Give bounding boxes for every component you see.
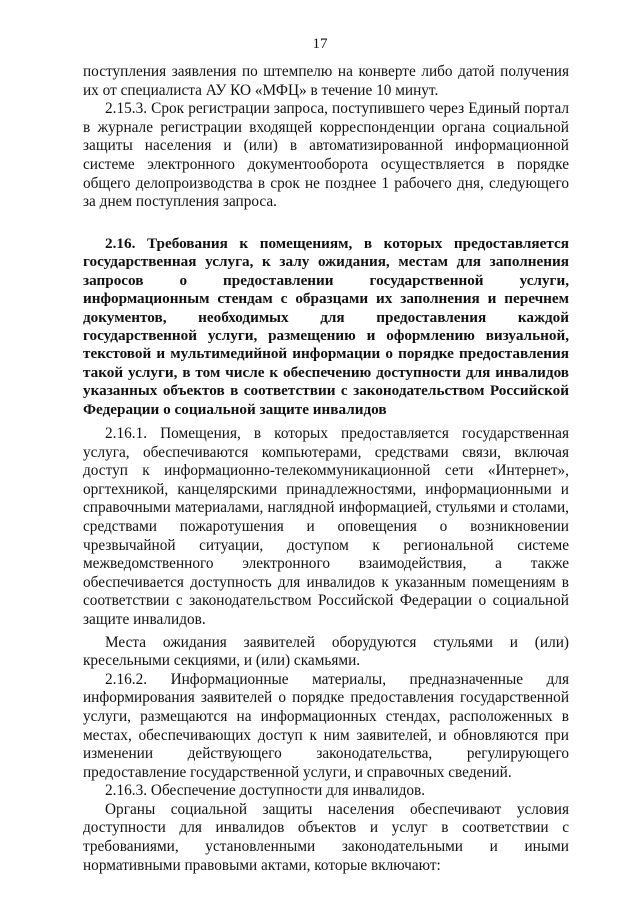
page-number: 17	[312, 36, 328, 52]
paragraph-2-16-1: 2.16.1. Помещения, в которых предоставляется государственная услуга, обеспечиваются компьютерами, средствами связи, включая доступ к информационно-телекоммуникационной сети «Интернет», оргтехникой, канцелярскими принадлежностями, информационными и справочными материалами, наглядной информацией, стульями и столами, средствами пожаротушения и оповещения о возникновении чрезвычайной ситуации, доступом к региональной системе межведомственного электронного взаимодействия, а также обеспечивается доступность для инвалидов к указанным помещениям в соответствии с законодательством Российской Федерации о социальной защите инвалидов.	[83, 425, 569, 628]
section-heading-block	[83, 235, 569, 419]
text-block-top	[83, 63, 569, 212]
paragraph-2-16-2: 2.16.2. Информационные материалы, предназначенные для информирования заявителей о порядке предоставления государственной услуги, размещаются на информационных стендах, расположенных в местах, обеспечивающих доступ к ним заявителей, и обновляются при изменении действующего законодательства, регулирующего предоставление государственной услуги, и справочных сведений.	[83, 670, 569, 781]
paragraph-2-16-3: 2.16.3. Обеспечение доступности для инвалидов.	[105, 782, 426, 800]
paragraph-2-15-3: 2.15.3. Срок регистрации запроса, поступившего через Единый портал в журнале регистрации входящей корреспонденции органа социальной защиты населения и (или) в автоматизированной информационной системе электронного документооборота осуществляется в порядке общего делопроизводства в срок не позднее 1 рабочего дня, следующего за днем поступления запроса.	[83, 100, 569, 211]
section-heading-2-16: 2.16. Требования к помещениям, в которых предоставляется государственная услуга, к залу ожидания, местам для заполнения запросов о предоставлении государственной услуги, информационным стендам с образцами их заполнения и перечнем документов, необходимых для предоставления каждой государственной услуги, размещению и оформлению визуальной, текстовой и мультимедийной информации о порядке предоставления такой услуги, в том числе к обеспечению доступности для инвалидов указанных объектов в соответствии с законодательством Российской Федерации о социальной защите инвалидов	[83, 235, 569, 418]
paragraph-continuation: поступления заявления по штемпелю на конверте либо датой получения их от специалиста АУ КО «МФЦ» в течение 10 минут.	[83, 63, 569, 99]
paragraph-waiting-places: Места ожидания заявителей оборудуются стульями и (или) кресельными секциями, и (или) скамьями.	[83, 633, 569, 670]
paragraph-organs: Органы социальной защиты населения обеспечивают условия доступности для инвалидов объектов и услуг в соответствии с требованиями, установленными законодательными и иными нормативными правовыми актами, которые включают:	[83, 800, 569, 874]
text-block-main	[83, 425, 569, 875]
